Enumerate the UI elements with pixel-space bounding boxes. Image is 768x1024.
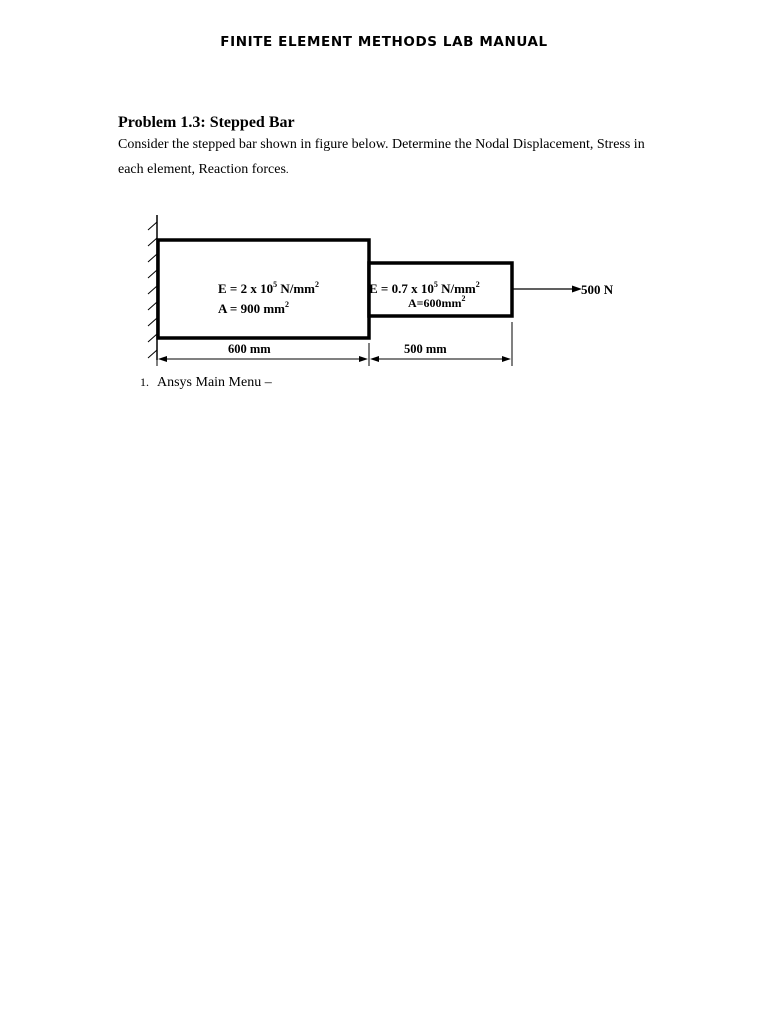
problem-heading: Problem 1.3: Stepped Bar bbox=[118, 114, 295, 131]
problem-statement-text: Consider the stepped bar shown in figure below. Determine the Nodal Displacement, Stress in each element, Reaction forces bbox=[118, 137, 645, 177]
list-item-text: Ansys Main Menu – bbox=[157, 375, 272, 390]
list-item-number: 1. bbox=[140, 375, 149, 389]
fixed-wall-support bbox=[148, 215, 157, 360]
list-item bbox=[140, 375, 272, 391]
load-label: 500 N bbox=[581, 282, 614, 297]
page-header-title: FINITE ELEMENT METHODS LAB MANUAL bbox=[220, 34, 548, 50]
problem-statement-period: . bbox=[285, 164, 289, 176]
element-1-modulus: E = 2 x $10^5$ $N/mm^2$ bbox=[218, 280, 320, 296]
element-2-area: $A=600mm^2$ bbox=[408, 294, 466, 310]
element-1-area: A = 900 $mm^2$ bbox=[218, 300, 289, 316]
element-2-length: 500 mm bbox=[404, 342, 447, 356]
element-1-length: 600 mm bbox=[228, 342, 271, 356]
element-2-modulus: E = 0.7 x $10^5$ $N/mm^2$ bbox=[369, 280, 480, 296]
load-arrow bbox=[512, 286, 582, 293]
